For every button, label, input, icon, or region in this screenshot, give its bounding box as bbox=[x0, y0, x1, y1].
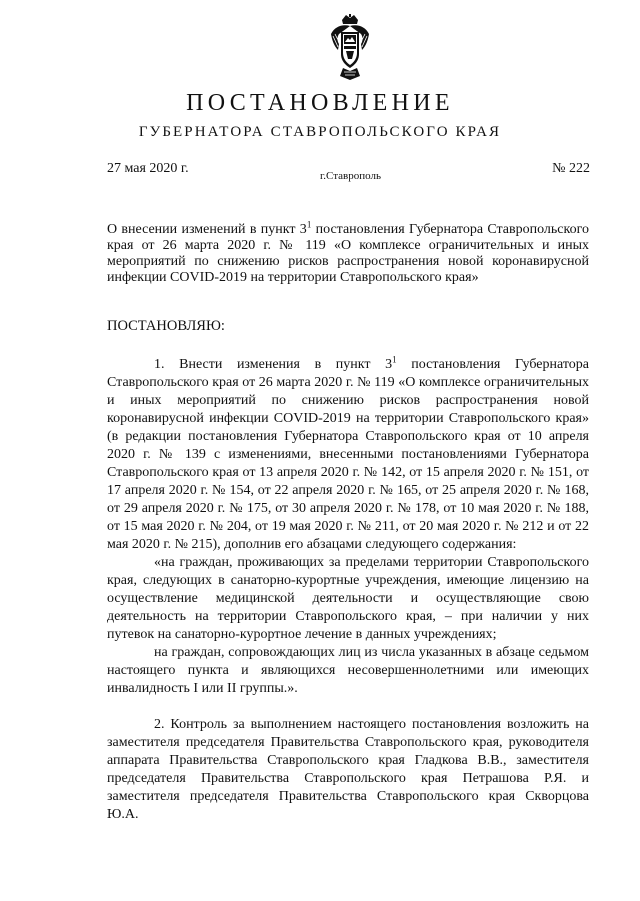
document-issuer: ГУБЕРНАТОРА СТАВРОПОЛЬСКОГО КРАЯ bbox=[138, 124, 502, 140]
coat-of-arms-emblem bbox=[329, 14, 371, 84]
quoted-paragraph-2: на граждан, сопровождающих лиц из числа указанных в абзаце седьмом настоящего пункта и являющихся несовершеннолетними или имеющих инвалидность I или II группы.». bbox=[107, 645, 589, 696]
document-number: № 222 bbox=[552, 161, 590, 176]
document-title: ПОСТАНОВЛЕНИЕ bbox=[186, 90, 454, 116]
document-body bbox=[107, 356, 589, 824]
document-subject bbox=[107, 219, 590, 286]
paragraph-1 bbox=[107, 356, 589, 554]
document-date: 27 мая 2020 г. bbox=[107, 161, 189, 176]
subject-text-start: О внесении изменений в пункт 3 bbox=[107, 222, 307, 237]
paragraph-1-end: постановления Губернатора Ставропольского края от 26 марта 2020 г. № 119 «О комплексе ограничительных и иных мероприятий по снижению рисков распространения новой коронавирусной инфекции COVID-2019 на территории Ставропольского края» (в редакции постановления Губернатора Ставропольского края от 10 апреля 2020 г. № 139 с изменениями, внесенными постановлениями Губернатора Ставропольского края от 13 апреля 2020 г. № 142, от 15 апреля 2020 г. № 151, от 17 апреля 2020 г. № 154, от 22 апреля 2020 г. № 165, от 25 апреля 2020 г. № 168, от 29 апреля 2020 г. № 175, от 30 апреля 2020 г. № 178, от 10 мая 2020 г. № 188, от 15 мая 2020 г. № 204, от 19 мая 2020 г. № 211, от 20 мая 2020 г. № 212 и от 22 мая 2020 г. № 215), дополнив его абзацами следующего содержания: bbox=[107, 357, 590, 552]
paragraph-1-start: 1. Внести изменения в пункт 3 bbox=[154, 357, 393, 372]
document-city: г.Ставрополь bbox=[320, 170, 381, 182]
paragraph-2: 2. Контроль за выполнением настоящего постановления возложить на заместителя председателя Правительства Ставропольского края, руководителя аппарата Правительства Ставропольского края Гладкова В.В., заместителя председателя Правительства Ставропольского края Петрашова Р.Я. и заместителя председателя Правительства Ставропольского края Скворцова Ю.А. bbox=[107, 717, 589, 822]
quoted-paragraph-1: «на граждан, проживающих за пределами территории Ставропольского края, следующих в санаторно-курортные учреждения, имеющие лицензию на осуществление медицинской деятельности и осуществляющие свою деятельность на территории Ставропольского края, – при наличии у них путевок на санаторно-курортное лечение в данных учреждениях; bbox=[107, 555, 589, 642]
paragraph-1-superscript: 1 bbox=[392, 354, 397, 365]
decree-word: ПОСТАНОВЛЯЮ: bbox=[107, 318, 225, 334]
subject-text-end: постановления Губернатора Ставропольского края от 26 марта 2020 г. № 119 «О комплексе ограничительных и иных мероприятий по снижению рисков распространения новой коронавирусной инфекции COVID-2019 на территории Ставропольского края» bbox=[107, 222, 590, 285]
subject-superscript: 1 bbox=[306, 219, 312, 230]
